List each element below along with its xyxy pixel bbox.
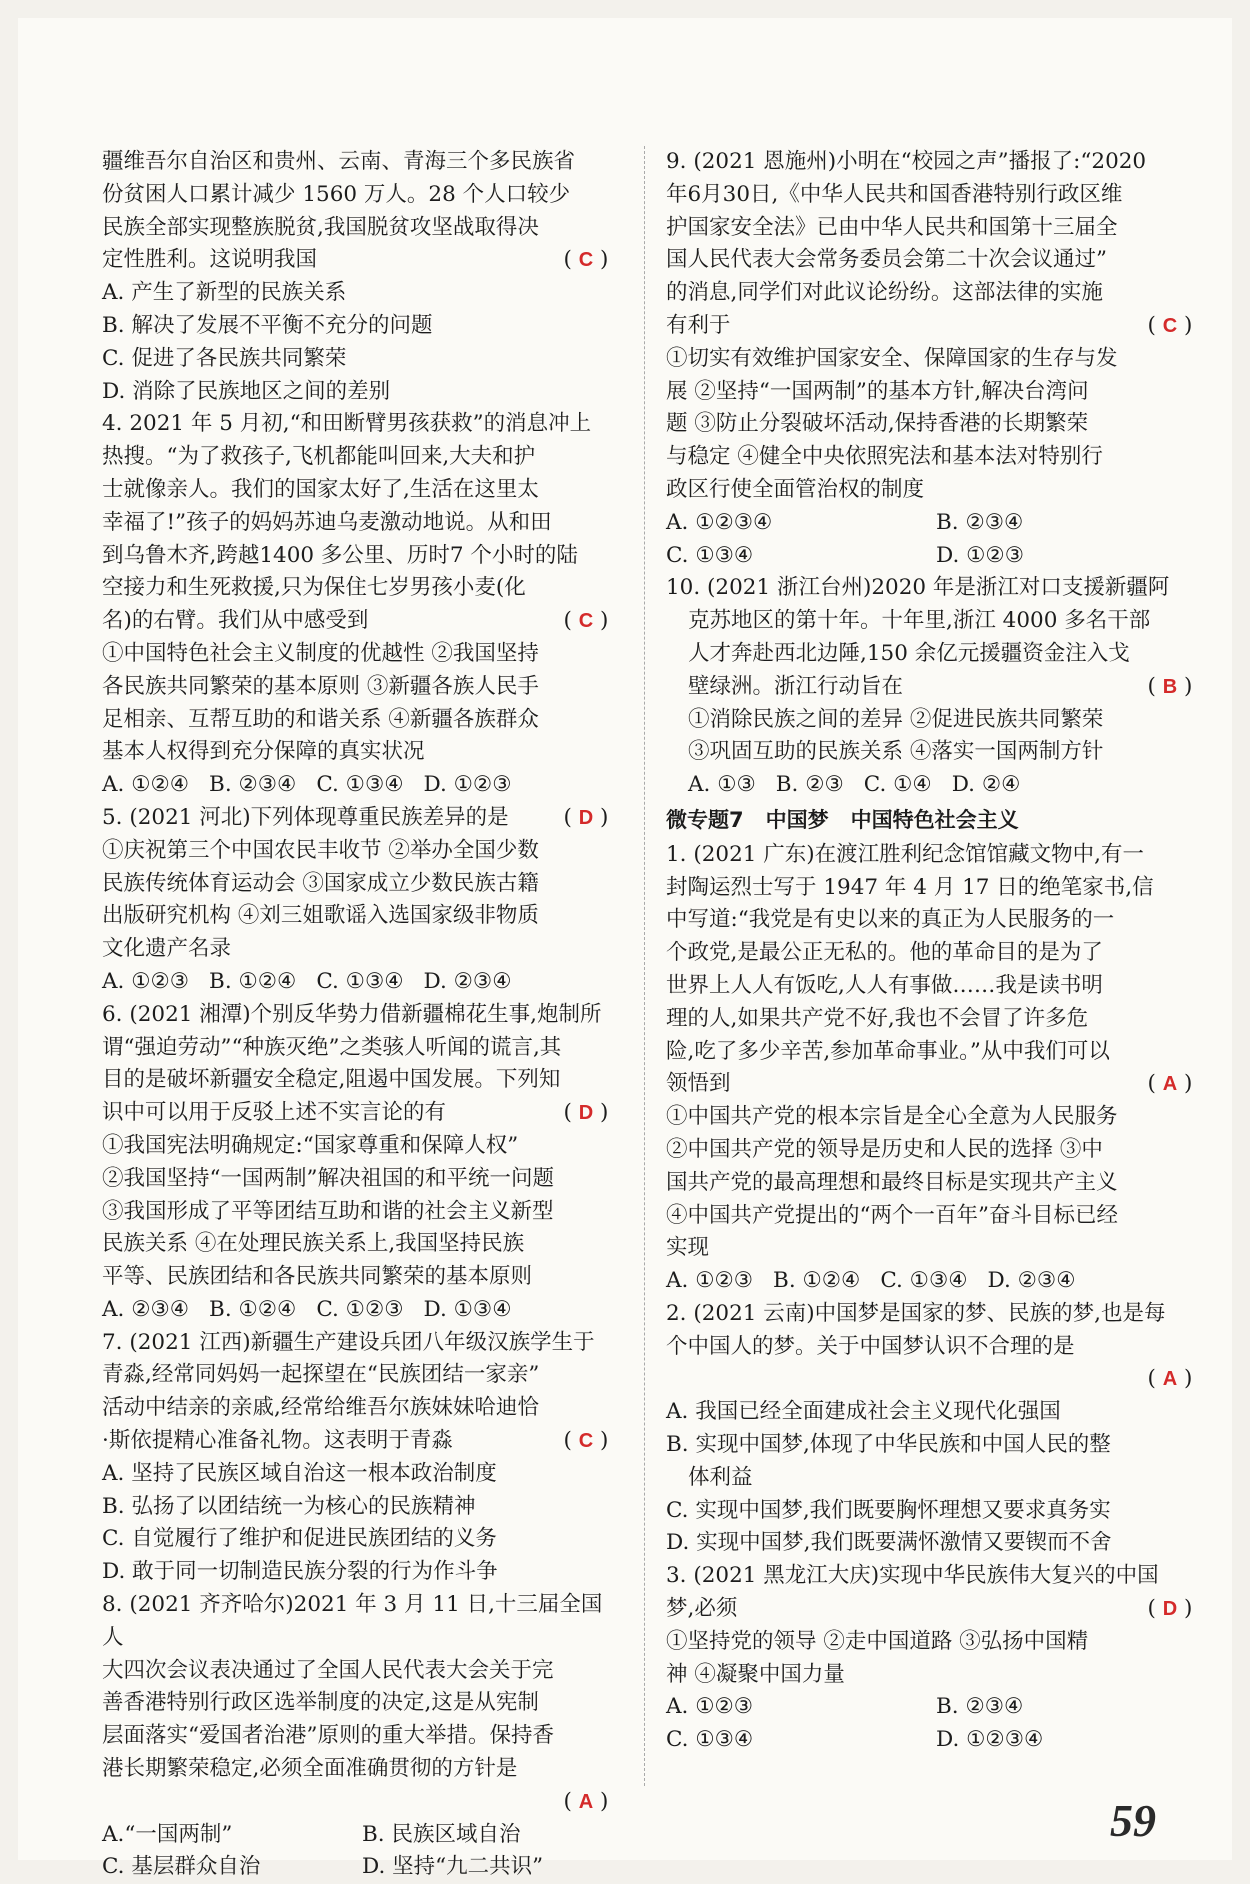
q3-line-4: 定性胜利。这说明我国 <box>102 247 318 273</box>
q10-option-c: C. ①④ <box>863 772 932 798</box>
s3-item-line-1: ①坚持党的领导 ②走中国道路 ③弘扬中国精 <box>666 1628 1089 1654</box>
q5-stem <box>102 802 622 835</box>
q9-item-line-4: 与稳定 ④健全中央依照宪法和基本法对特别行 <box>666 444 1103 470</box>
q9-line-1: 9. (2021 恩施州)小明在“校园之声”播报了:“2020 <box>666 149 1147 174</box>
s2-option-b-line-1: B. 实现中国梦,体现了中华民族和中国人民的整 <box>666 1432 1111 1458</box>
s1-line-1: 1. (2021 广东)在渡江胜利纪念馆馆藏文物中,有一 <box>666 841 1145 867</box>
q3-answer: ( C ) <box>563 247 609 273</box>
q8-answer: ( A ) <box>563 1788 609 1814</box>
s2-answer-line <box>666 1363 1206 1396</box>
q4-item-line-4: 基本人权得到充分保障的真实状况 <box>102 739 425 765</box>
s3-stem-end <box>666 1593 1206 1626</box>
page-number: 59 <box>1110 1795 1156 1846</box>
q5-item-line-1: ①庆祝第三个中国农民丰收节 ②举办全国少数 <box>102 837 539 863</box>
q5-item-line-4: 文化遗产名录 <box>102 936 232 962</box>
left-column <box>102 146 622 1884</box>
q3-option-b: B. 解决了发展不平衡不充分的问题 <box>102 312 433 338</box>
q8-option-b: B. 民族区域自治 <box>362 1821 521 1847</box>
s3-line-2: 梦,必须 <box>666 1596 738 1622</box>
q9-stem-end <box>666 310 1206 343</box>
q8-line-1: 8. (2021 齐齐哈尔)2021 年 3 月 11 日,十三届全国人 <box>102 1592 603 1650</box>
q5-option-c: C. ①③④ <box>316 968 404 994</box>
q9-item-line-5: 政区行使全面管治权的制度 <box>666 476 925 502</box>
q6-option-a: A. ②③④ <box>102 1296 190 1322</box>
q6-item-line-4: 民族关系 ④在处理民族关系上,我国坚持民族 <box>102 1231 525 1257</box>
q9-line-2: 年6月30日,《中华人民共和国香港特别行政区维 <box>666 181 1123 207</box>
s1-item-line-2: ②中国共产党的领导是历史和人民的选择 ③中 <box>666 1136 1103 1162</box>
s1-answer-mark: A <box>1162 1073 1178 1096</box>
q4-options <box>102 769 622 802</box>
q6-line-1: 6. (2021 湘潭)个别反华势力借新疆棉花生事,炮制所 <box>102 1001 602 1027</box>
q8-line-5: 港长期繁荣稳定,必须全面准确贯彻的方针是 <box>102 1756 518 1782</box>
s1-line-2: 封陶运烈士写于 1947 年 4 月 17 日的绝笔家书,信 <box>666 874 1154 900</box>
q8-options-row-2 <box>102 1851 622 1884</box>
q5-options <box>102 966 622 999</box>
q10-item-line-1: ①消除民族之间的差异 ②促进民族共同繁荣 <box>688 706 1104 732</box>
q4-answer-mark: C <box>578 610 594 633</box>
q4-item-line-1: ①中国特色社会主义制度的优越性 ②我国坚持 <box>102 640 539 666</box>
s3-option-d: D. ①②③④ <box>936 1727 1044 1753</box>
q10-option-d: D. ②④ <box>951 772 1021 798</box>
s3-line-1: 3. (2021 黑龙江大庆)实现中华民族伟大复兴的中国 <box>666 1563 1159 1589</box>
s1-item-line-3: 国共产党的最高理想和最终目标是实现共产主义 <box>666 1169 1118 1195</box>
s1-option-a: A. ①②③ <box>666 1268 754 1294</box>
q9-options-row-2 <box>666 540 1206 573</box>
q9-line-3: 护国家安全法》已由中华人民共和国第十三届全 <box>666 214 1118 240</box>
q10-line-4: 壁绿洲。浙江行动旨在 <box>688 673 904 699</box>
s3-option-c: C. ①③④ <box>666 1727 754 1753</box>
q7-option-a: A. 坚持了民族区域自治这一根本政治制度 <box>102 1460 497 1486</box>
s2-option-a: A. 我国已经全面建成社会主义现代化强国 <box>666 1399 1061 1425</box>
q7-option-b: B. 弘扬了以团结统一为核心的民族精神 <box>102 1493 476 1519</box>
s2-answer-mark: A <box>1162 1368 1178 1391</box>
s1-line-8: 领悟到 <box>666 1071 731 1097</box>
q10-answer-mark: B <box>1162 675 1178 698</box>
q4-line-7: 名)的右臂。我们从中感受到 <box>102 608 369 634</box>
q8-line-4: 层面落实“爱国者治港”原则的重大举措。保持香 <box>102 1723 554 1749</box>
s1-answer: ( A ) <box>1147 1071 1193 1097</box>
q7-line-4: ·斯依提精心准备礼物。这表明于青淼 <box>102 1428 453 1454</box>
q10-option-a: A. ①③ <box>688 772 756 798</box>
s3-option-a: A. ①②③ <box>666 1694 754 1720</box>
s2-option-c: C. 实现中国梦,我们既要胸怀理想又要求真务实 <box>666 1497 1111 1523</box>
q10-line-1: 10. (2021 浙江台州)2020 年是浙江对口支援新疆阿 <box>666 575 1170 601</box>
q5-item-line-3: 出版研究机构 ④刘三姐歌谣入选国家级非物质 <box>102 903 539 929</box>
q9-options-row-1 <box>666 507 1206 540</box>
q9-item-line-1: ①切实有效维护国家安全、保障国家的生存与发 <box>666 345 1118 371</box>
q6-stem-end <box>102 1097 622 1130</box>
q6-option-d: D. ①③④ <box>423 1296 512 1322</box>
q9-option-b: B. ②③④ <box>936 509 1024 535</box>
s1-item-line-1: ①中国共产党的根本宗旨是全心全意为人民服务 <box>666 1104 1118 1130</box>
s1-line-7: 险,吃了多少辛苦,参加革命事业。”从中我们可以 <box>666 1038 1110 1064</box>
q4-line-3: 士就像亲人。我们的国家太好了,生活在这里太 <box>102 476 539 502</box>
q10-answer: ( B ) <box>1147 673 1193 699</box>
q3-stem-end <box>102 244 622 277</box>
q7-line-2: 青淼,经常同妈妈一起探望在“民族团结一家亲” <box>102 1362 540 1388</box>
q7-line-3: 活动中结亲的亲戚,经常给维吾尔族妹妹哈迪恰 <box>102 1395 539 1421</box>
q4-option-c: C. ①③④ <box>316 772 404 798</box>
s3-item-line-2: 神 ④凝聚中国力量 <box>666 1661 845 1687</box>
q5-answer-mark: D <box>578 806 594 829</box>
q9-item-line-3: 题 ③防止分裂破坏活动,保持香港的长期繁荣 <box>666 411 1089 437</box>
q5-option-b: B. ①②④ <box>209 968 297 994</box>
s1-line-3: 中写道:“我党是有史以来的真正为人民服务的一 <box>666 907 1115 933</box>
q4-item-line-2: 各民族共同繁荣的基本原则 ③新疆各族人民手 <box>102 673 539 699</box>
special-topic-a: 中国梦 <box>765 807 829 832</box>
q6-option-b: B. ①②④ <box>209 1296 297 1322</box>
q10-option-b: B. ②③ <box>775 772 844 798</box>
s1-option-c: C. ①③④ <box>880 1268 968 1294</box>
s2-option-d: D. 实现中国梦,我们既要满怀激情又要锲而不舍 <box>666 1530 1112 1556</box>
q5-option-a: A. ①②③ <box>102 968 190 994</box>
s1-item-line-5: 实现 <box>666 1235 710 1261</box>
s3-option-b: B. ②③④ <box>936 1694 1024 1720</box>
q4-line-6: 空接力和生死救援,只为保住七岁男孩小麦(化 <box>102 575 526 601</box>
s1-line-4: 个政党,是最公正无私的。他的革命目的是为了 <box>666 940 1103 966</box>
right-column <box>666 146 1206 1757</box>
q9-option-c: C. ①③④ <box>666 542 754 568</box>
q9-answer: ( C ) <box>1147 312 1193 338</box>
s1-item-line-4: ④中国共产党提出的“两个一百年”奋斗目标已经 <box>666 1202 1118 1228</box>
q8-line-3: 善香港特别行政区选举制度的决定,这是从宪制 <box>102 1690 539 1716</box>
q9-line-6: 有利于 <box>666 312 731 338</box>
q4-item-line-3: 足相亲、互帮互助的和谐关系 ④新疆各族群众 <box>102 706 539 732</box>
q8-option-a: A.“一国两制” <box>102 1821 233 1847</box>
q3-answer-mark: C <box>578 249 594 272</box>
q6-answer-mark: D <box>578 1102 594 1125</box>
q9-option-a: A. ①②③④ <box>666 509 773 535</box>
s1-option-b: B. ①②④ <box>773 1268 861 1294</box>
q5-answer: ( D ) <box>563 804 609 830</box>
q6-line-4: 识中可以用于反驳上述不实言论的有 <box>102 1100 447 1126</box>
q3-option-a: A. 产生了新型的民族关系 <box>102 280 347 306</box>
s3-options-row-1 <box>666 1691 1206 1724</box>
s1-line-5: 世界上人人有饭吃,人人有事做……我是读书明 <box>666 972 1103 998</box>
q6-answer: ( D ) <box>563 1100 609 1126</box>
q4-line-2: 热搜。“为了救孩子,飞机都能叫回来,大夫和护 <box>102 444 536 470</box>
q6-item-line-1: ①我国宪法明确规定:“国家尊重和保障人权” <box>102 1132 519 1158</box>
q7-answer-mark: C <box>578 1430 594 1453</box>
q8-line-2: 大四次会议表决通过了全国人民代表大会关于完 <box>102 1657 554 1683</box>
q6-item-line-3: ③我国形成了平等团结互助和谐的社会主义新型 <box>102 1198 554 1224</box>
s1-option-d: D. ②③④ <box>987 1268 1076 1294</box>
q4-answer: ( C ) <box>563 608 609 634</box>
q6-item-line-5: 平等、民族团结和各民族共同繁荣的基本原则 <box>102 1264 533 1290</box>
q9-option-d: D. ①②③ <box>936 542 1024 568</box>
q7-option-c: C. 自觉履行了维护和促进民族团结的义务 <box>102 1526 497 1552</box>
q5-item-line-2: 民族传统体育运动会 ③国家成立少数民族古籍 <box>102 870 539 896</box>
q8-option-c: C. 基层群众自治 <box>102 1854 261 1880</box>
q4-stem-end <box>102 605 622 638</box>
page <box>18 18 1232 1880</box>
q7-answer: ( C ) <box>563 1428 609 1454</box>
s3-answer: ( D ) <box>1147 1596 1193 1622</box>
q10-stem-end <box>666 671 1206 704</box>
q4-line-5: 到乌鲁木齐,跨越1400 多公里、历时7 个小时的陆 <box>102 542 578 568</box>
s2-line-2: 个中国人的梦。关于中国梦认识不合理的是 <box>666 1333 1075 1359</box>
special-topic-heading <box>666 804 1206 837</box>
s1-options <box>666 1265 1206 1298</box>
q3-option-c: C. 促进了各民族共同繁荣 <box>102 345 347 371</box>
q8-option-d: D. 坚持“九二共识” <box>362 1854 544 1880</box>
q6-line-3: 目的是破坏新疆安全稳定,阻遏中国发展。下列知 <box>102 1067 561 1093</box>
q4-line-1: 4. 2021 年 5 月初,“和田断臂男孩获救”的消息冲上 <box>102 411 592 437</box>
s1-line-6: 理的人,如果共产党不好,我也不会冒了许多危 <box>666 1005 1089 1031</box>
s3-options-row-2 <box>666 1724 1206 1757</box>
q10-item-line-2: ③巩固互助的民族关系 ④落实一国两制方针 <box>688 739 1104 765</box>
q9-item-line-2: 展 ②坚持“一国两制”的基本方针,解决台湾问 <box>666 378 1089 404</box>
q3-line-2: 份贫困人口累计减少 1560 万人。28 个人口较少 <box>102 181 571 207</box>
q7-option-d: D. 敢于同一切制造民族分裂的行为作斗争 <box>102 1559 498 1585</box>
special-topic-b: 中国特色社会主义 <box>850 807 1019 832</box>
s3-answer-mark: D <box>1162 1598 1178 1621</box>
q9-line-4: 国人民代表大会常务委员会第二十次会议通过” <box>666 247 1107 273</box>
q4-option-b: B. ②③④ <box>209 772 297 798</box>
q9-answer-mark: C <box>1162 314 1178 337</box>
q4-option-a: A. ①②④ <box>102 772 190 798</box>
q6-item-line-2: ②我国坚持“一国两制”解决祖国的和平统一问题 <box>102 1165 554 1191</box>
q8-options-row-1 <box>102 1819 622 1852</box>
q3-option-d: D. 消除了民族地区之间的差别 <box>102 378 391 404</box>
q7-stem-end <box>102 1425 622 1458</box>
q6-line-2: 谓“强迫劳动”“种族灭绝”之类骇人听闻的谎言,其 <box>102 1034 562 1060</box>
q8-answer-line <box>102 1786 622 1819</box>
s2-line-1: 2. (2021 云南)中国梦是国家的梦、民族的梦,也是每 <box>666 1300 1166 1326</box>
q10-line-3: 人才奔赴西北边陲,150 余亿元援疆资金注入戈 <box>688 640 1130 666</box>
q3-line-1: 疆维吾尔自治区和贵州、云南、青海三个多民族省 <box>102 149 576 174</box>
q5-option-d: D. ②③④ <box>423 968 512 994</box>
q10-line-2: 克苏地区的第十年。十年里,浙江 4000 多名干部 <box>688 608 1151 634</box>
q3-line-3: 民族全部实现整族脱贫,我国脱贫攻坚战取得决 <box>102 214 539 240</box>
q4-line-4: 幸福了!”孩子的妈妈苏迪乌麦激动地说。从和田 <box>102 509 552 535</box>
q6-option-c: C. ①②③ <box>316 1296 404 1322</box>
q4-option-d: D. ①②③ <box>423 772 512 798</box>
q10-options <box>666 769 1206 802</box>
s2-option-b-line-2: 体利益 <box>688 1464 753 1490</box>
s1-stem-end <box>666 1068 1206 1101</box>
special-topic-number: 微专题7 <box>666 807 744 832</box>
q8-answer-mark: A <box>578 1790 594 1813</box>
q9-line-5: 的消息,同学们对此议论纷纷。这部法律的实施 <box>666 280 1103 306</box>
q7-line-1: 7. (2021 江西)新疆生产建设兵团八年级汉族学生于 <box>102 1329 595 1355</box>
column-divider <box>644 146 645 1786</box>
s2-answer: ( A ) <box>1147 1366 1193 1392</box>
q5-line-1: 5. (2021 河北)下列体现尊重民族差异的是 <box>102 804 509 830</box>
q6-options <box>102 1294 622 1327</box>
